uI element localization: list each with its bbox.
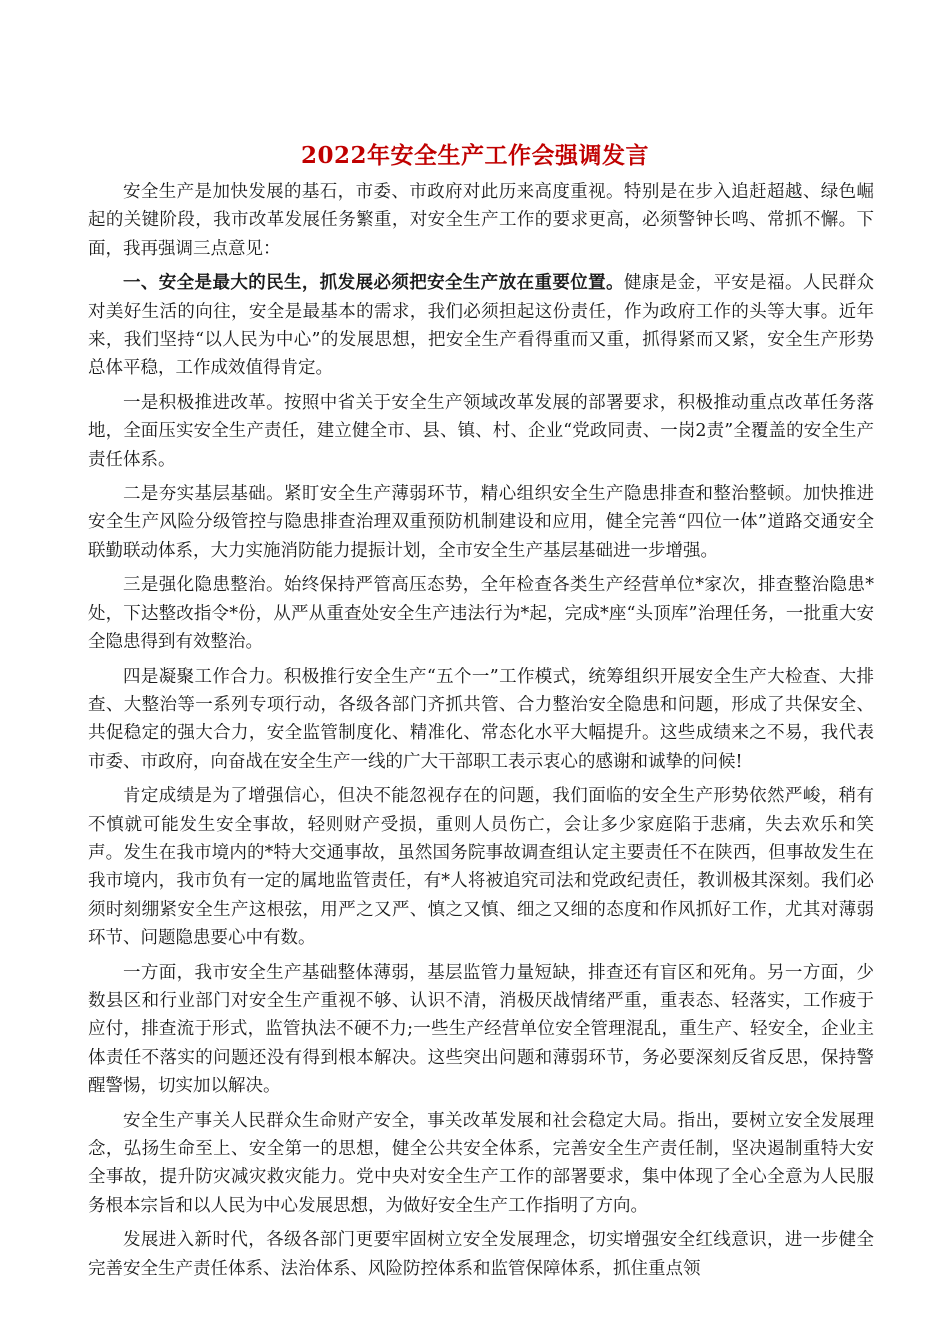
paragraph [88, 663, 874, 777]
paragraph [88, 1226, 874, 1283]
paragraph-text: 安全生产是加快发展的基石，市委、市政府对此历来高度重视。特别是在步入追赶超越、绿色崛起的关键阶段，我市改革发展任务繁重，对安全生产工作的要求更高，必须警钟长鸣、常抓不懈。下面，我再强调三点意见： [88, 182, 874, 259]
paragraph-text: 二是夯实基层基础。紧盯安全生产薄弱环节，精心组织安全生产隐患排查和整治整顿。加快推进安全生产风险分级管控与隐患排查治理双重预防机制建设和应用，健全完善“四位一体”道路交通安全联勤联动体系，大力实施消防能力提振计划，全市安全生产基层基础进一步增强。 [88, 484, 874, 561]
paragraph [88, 389, 874, 474]
paragraph-text: 安全生产事关人民群众生命财产安全，事关改革发展和社会稳定大局。指出，要树立安全发展理念，弘扬生命至上、安全第一的思想，健全公共安全体系，完善安全生产责任制，坚决遏制重特大安全事故，提升防灾减灾救灾能力。党中央对安全生产工作的部署要求，集中体现了全心全意为人民服务根本宗旨和以人民为中心发展思想，为做好安全生产工作指明了方向。 [88, 1110, 874, 1216]
paragraph [88, 959, 874, 1101]
paragraph-text: 四是凝聚工作合力。积极推行安全生产“五个一”工作模式，统筹组织开展安全生产大检查、大排查、大整治等一系列专项行动，各级各部门齐抓共管、合力整治安全隐患和问题，形成了共保安全、共促稳定的强大合力，安全监管制度化、精准化、常态化水平大幅提升。这些成绩来之不易，我代表市委、市政府，向奋战在安全生产一线的广大干部职工表示衷心的感谢和诚挚的问候! [88, 666, 874, 772]
paragraph [88, 782, 874, 952]
paragraph-text: 一是积极推进改革。按照中省关于安全生产领域改革发展的部署要求，积极推动重点改革任务落地，全面压实安全生产责任，建立健全市、县、镇、村、企业“党政同责、一岗2责”全覆盖的安全生产责任体系。 [88, 392, 874, 470]
paragraph [88, 480, 874, 565]
document-title: 2022年安全生产工作会强调发言 [300, 142, 649, 169]
paragraph-text: 三是强化隐患整治。始终保持严管高压态势，全年检查各类生产经营单位*家次，排查整治隐患*处，下达整改指令*份，从严从重查处安全生产违法行为*起，完成*座“头顶库”治理任务，一批重大安全隐患得到有效整治。 [88, 575, 874, 653]
paragraph [88, 571, 874, 656]
paragraph-text: 肯定成绩是为了增强信心，但决不能忽视存在的问题，我们面临的安全生产形势依然严峻，稍有不慎就可能发生安全事故，轻则财产受损，重则人员伤亡，会让多少家庭陷于悲痛，失去欢乐和笑声。发生在我市境内的*特大交通事故，虽然国务院事故调查组认定主要责任不在陕西，但事故发生在我市境内，我市负有一定的属地监管责任，有*人将被追究司法和党政纪责任，教训极其深刻。我们必须时刻绷紧安全生产这根弦，用严之又严、慎之又慎、细之又细的态度和作风抓好工作，尤其对薄弱环节、问题隐患要心中有数。 [88, 786, 874, 949]
section-heading: 一、安全是最大的民生，抓发展必须把安全生产放在重要位置。 [123, 273, 624, 294]
paragraph [88, 1107, 874, 1221]
document-body [88, 178, 874, 1289]
paragraph [88, 269, 874, 383]
paragraph-text: 健康是金，平安是福。人民群众对美好生活的向往，安全是最基本的需求，我们必须担起这份责任，作为政府工作的头等大事。近年来，我们坚持“以人民为中心”的发展思想，把安全生产看得重而又重，抓得紧而又紧，安全生产形势总体平稳，工作成效值得肯定。 [88, 273, 875, 379]
paragraph [88, 178, 874, 263]
paragraph-text: 一方面，我市安全生产基础整体薄弱，基层监管力量短缺，排查还有盲区和死角。另一方面，少数县区和行业部门对安全生产重视不够、认识不清，消极厌战情绪严重，重表态、轻落实，工作疲于应付，排查流于形式，监管执法不硬不力;一些生产经营单位安全管理混乱，重生产、轻安全，企业主体责任不落实的问题还没有得到根本解决。这些突出问题和薄弱环节，务必要深刻反省反思，保持警醒警惕，切实加以解决。 [88, 962, 874, 1097]
paragraph-text: 发展进入新时代，各级各部门更要牢固树立安全发展理念，切实增强安全红线意识，进一步健全完善安全生产责任体系、法治体系、风险防控体系和监管保障体系，抓住重点领 [88, 1230, 874, 1279]
